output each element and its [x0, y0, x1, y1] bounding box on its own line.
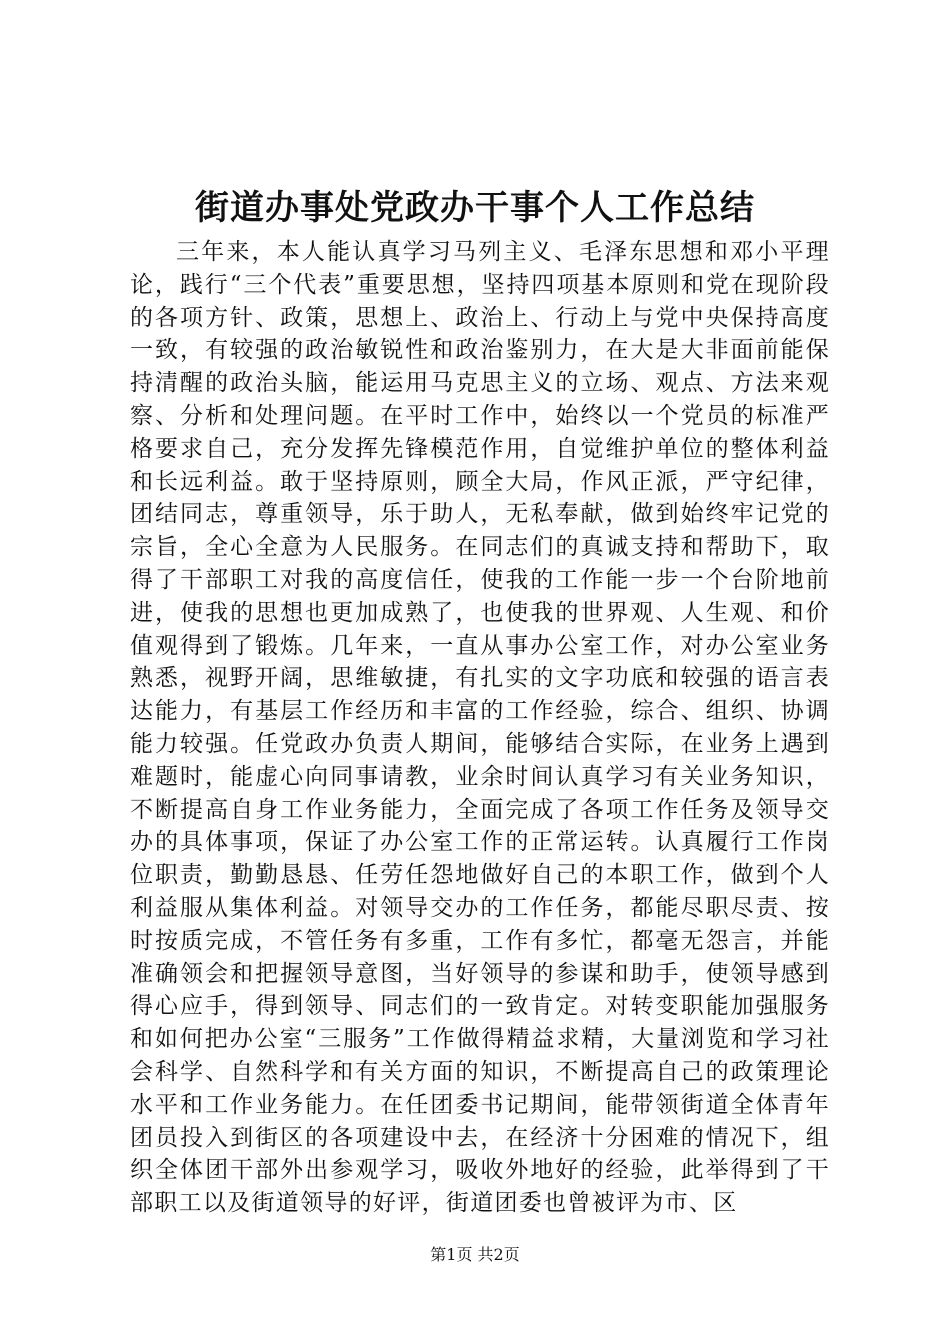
page-number-footer: 第1页 共2页 [430, 1245, 520, 1264]
document-body-paragraph: 三年来，本人能认真学习马列主义、毛泽东思想和邓小平理论，践行“三个代表”重要思想，坚持四项基本原则和党在现阶段的各项方针、政策，思想上、政治上、行动上与党中央保持高度一致，有较强的政治敏锐性和政治鉴别力，在大是大非面前能保持清醒的政治头脑，能运用马克思主义的立场、观点、方法来观察、分析和处理问题。在平时工作中，始终以一个党员的标准严格要求自己，充分发挥先锋模范作用，自觉维护单位的整体利益和长远利益。敢于坚持原则，顾全大局，作风正派，严守纪律，团结同志，尊重领导，乐于助人，无私奉献，做到始终牢记党的宗旨，全心全意为人民服务。在同志们的真诚支持和帮助下，取得了干部职工对我的高度信任，使我的工作能一步一个台阶地前进，使我的思想也更加成熟了，也使我的世界观、人生观、和价值观得到了锻炼。几年来，一直从事办公室工作，对办公室业务熟悉，视野开阔，思维敏捷，有扎实的文字功底和较强的语言表达能力，有基层工作经历和丰富的工作经验，综合、组织、协调能力较强。任党政办负责人期间，能够结合实际，在业务上遇到难题时，能虚心向同事请教，业余时间认真学习有关业务知识，不断提高自身工作业务能力，全面完成了各项工作任务及领导交办的具体事项，保证了办公室工作的正常运转。认真履行工作岗位职责，勤勤恳恳、任劳任怨地做好自己的本职工作，做到个人利益服从集体利益。对领导交办的工作任务，都能尽职尽责、按时按质完成，不管任务有多重，工作有多忙，都毫无怨言，并能准确领会和把握领导意图，当好领导的参谋和助手，使领导感到得心应手，得到领导、同志们的一致肯定。对转变职能加强服务和如何把办公室“三服务”工作做得精益求精，大量浏览和学习社会科学、自然科学和有关方面的知识，不断提高自己的政策理论水平和工作业务能力。在任团委书记期间，能带领街道全体青年团员投入到街区的各项建设中去，在经济十分困难的情况下，组织全体团干部外出参观学习，吸收外地好的经验，此举得到了干部职工以及街道领导的好评，街道团委也曾被评为市、区 [130, 239, 830, 1217]
document-title: 街道办事处党政办干事个人工作总结 [195, 188, 755, 228]
